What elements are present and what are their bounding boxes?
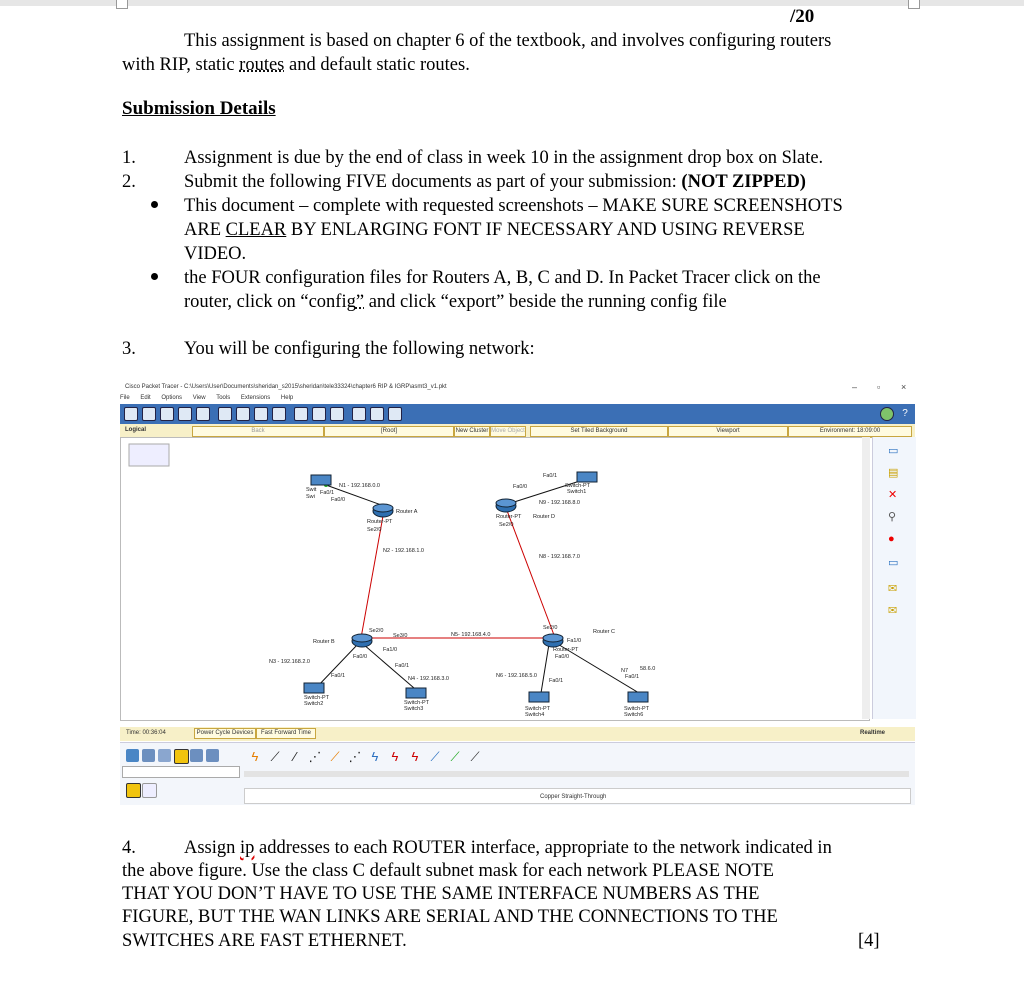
label-se20-b: Se2/0: [369, 628, 384, 634]
undo-icon[interactable]: [254, 407, 268, 421]
label-fa00-c: Fa0/0: [555, 654, 570, 660]
menu-help[interactable]: Help: [280, 395, 294, 401]
viewport-button[interactable]: Viewport: [668, 426, 788, 437]
label-fa01-a: Fa0/1: [320, 490, 335, 496]
label-switch-topleft: Swit: [306, 487, 317, 493]
cluster-icon[interactable]: [129, 444, 169, 466]
label-switch2-type: Switch-PT: [304, 695, 330, 701]
coaxial-icon[interactable]: ϟ: [371, 749, 379, 764]
link-n2: [361, 516, 383, 638]
inspect-icon[interactable]: ⚲: [888, 511, 897, 523]
device-template-icon[interactable]: [370, 407, 384, 421]
label-n2: N2 - 192.168.1.0: [383, 548, 424, 554]
label-se20-c: Se2/0: [543, 625, 558, 631]
end-devices-icon[interactable]: [142, 749, 155, 762]
item-4-line-1: Assign ip addresses to each ROUTER interface, appropriate to the network indicated in: [184, 838, 832, 858]
environment-button[interactable]: Environment: 18:09:00: [788, 426, 912, 437]
item-2-number: 2.: [122, 172, 136, 192]
label-switch4-type: Switch-PT: [525, 706, 551, 712]
routes-word: routes: [239, 55, 285, 75]
score-label: /20: [790, 6, 815, 27]
label-fa00-b: Fa0/0: [353, 654, 368, 660]
label-se20-d: Se2/0: [499, 522, 514, 528]
device-type-panel: [120, 742, 915, 805]
network-devices-icon[interactable]: [126, 749, 139, 762]
intro-line-1: This assignment is based on chapter 6 of the textbook, and involves configuring routers: [184, 31, 832, 51]
label-n5: N5- 192.168.4.0: [451, 632, 491, 638]
pt-workspace-bar: [120, 424, 915, 438]
new-cluster-button[interactable]: New Cluster: [454, 426, 490, 437]
resize-shape-icon[interactable]: ▭: [888, 557, 899, 569]
zoom-in-icon[interactable]: [294, 407, 308, 421]
router-a[interactable]: [373, 504, 393, 517]
label-n7-suffix: 58.6.0: [640, 666, 656, 672]
close-icon[interactable]: ×: [901, 382, 907, 392]
menu-options[interactable]: Options: [161, 395, 183, 401]
label-switch3-type: Switch-PT: [404, 700, 430, 706]
label-n1: N1 - 192.168.0.0: [339, 483, 380, 489]
label-n6: N6 - 192.168.5.0: [496, 673, 537, 679]
note-icon[interactable]: ▤: [888, 467, 899, 479]
label-n4: N4 - 192.168.3.0: [408, 676, 449, 682]
label-se20-a: Se2/0: [367, 527, 382, 533]
item-3-number: 3.: [122, 339, 136, 359]
pt-menu-bar: [120, 395, 302, 401]
selected-connection-icon[interactable]: [126, 783, 141, 798]
logical-tab[interactable]: Logical: [125, 427, 147, 433]
add-complex-pdu-icon[interactable]: ✉: [888, 605, 898, 617]
label-n8: N8 - 192.168.7.0: [539, 554, 580, 560]
label-fa10-b: Fa1/0: [383, 647, 398, 653]
menu-edit[interactable]: Edit: [140, 395, 151, 401]
select-icon[interactable]: ▭: [888, 445, 899, 457]
grid-view-icon[interactable]: [142, 783, 157, 798]
item-4-number: 4.: [122, 838, 136, 858]
packet-tracer-screenshot: [117, 377, 918, 807]
label-fa01-d: Fa0/1: [543, 473, 558, 479]
usb-cable-icon[interactable]: ⟋: [470, 749, 480, 764]
label-switch2-name: Switch2: [304, 701, 324, 707]
zoom-out-icon[interactable]: [330, 407, 344, 421]
set-tiled-background-button[interactable]: Set Tiled Background: [530, 426, 668, 437]
label-se30-b: Se3/0: [393, 633, 408, 639]
device-search-box[interactable]: [122, 766, 240, 778]
redo-icon[interactable]: [272, 407, 286, 421]
save-icon[interactable]: [160, 407, 174, 421]
intro-line-2: with RIP, static routes and default static routes.: [122, 55, 470, 75]
misc-icon[interactable]: [190, 749, 203, 762]
item-4-line-4: FIGURE, BUT THE WAN LINKS ARE SERIAL AND THE CONNECTIONS TO THE: [122, 907, 778, 927]
components-icon[interactable]: [158, 749, 171, 762]
label-switch-d-name: Switch1: [567, 489, 587, 495]
menu-tools[interactable]: Tools: [216, 395, 231, 401]
label-fa00-a: Fa0/0: [331, 497, 346, 503]
time-bar: [120, 727, 915, 741]
phone-cable-icon[interactable]: ⋰: [348, 749, 362, 764]
marks-label: [4]: [858, 931, 880, 951]
octal-cable-icon[interactable]: ⟋: [430, 749, 440, 764]
label-fa00-d: Fa0/0: [513, 484, 528, 490]
label-router-d: Router D: [533, 514, 556, 520]
ip-word: ip: [240, 838, 255, 858]
paste-icon[interactable]: [236, 407, 250, 421]
item-2-text: Submit the following FIVE documents as part of your submission: (NOT ZIPPED): [184, 172, 806, 192]
fiber-icon[interactable]: ⟋: [330, 749, 340, 764]
margin-marker-right: [908, 0, 920, 9]
label-switch-d: Switch-PT: [565, 483, 591, 489]
label-fa01-c: Fa0/1: [549, 678, 564, 684]
network-topology: [121, 438, 869, 720]
pt-window-title: Cisco Packet Tracer - C:\Users\User\Documents\sheridan_s2015\sheridan\tele33324\chapter6 RIP & IGRP\asmt3_v1.pkt: [125, 384, 447, 390]
device-list-scrollbar[interactable]: [244, 771, 909, 777]
auto-cable-icon[interactable]: ϟ: [251, 749, 259, 764]
maximize-icon[interactable]: ▫: [877, 382, 881, 392]
label-switch-topleft-2: Swi: [306, 494, 315, 500]
label-router-c-pt: Router-PT: [553, 647, 579, 653]
help-icon[interactable]: ?: [898, 407, 912, 421]
label-router-c: Router C: [593, 629, 616, 635]
open-file-icon[interactable]: [142, 407, 156, 421]
console-cable-icon[interactable]: ⟋: [270, 749, 280, 764]
switch-6[interactable]: [628, 692, 648, 702]
add-simple-pdu-icon[interactable]: ✉: [888, 583, 898, 595]
palette-icon[interactable]: [352, 407, 366, 421]
copper-cross-icon[interactable]: ⋰: [308, 749, 322, 764]
multiuser-icon[interactable]: [206, 749, 219, 762]
not-zipped-label: (NOT ZIPPED): [681, 172, 806, 192]
link-n3: [316, 644, 358, 688]
delete-icon[interactable]: ✕: [888, 489, 898, 501]
activity-wizard-icon[interactable]: [196, 407, 210, 421]
time-label: Time: 00:36:04: [126, 730, 166, 736]
workspace-vertical-scrollbar[interactable]: [862, 437, 870, 719]
bullet-2-line-2: router, click on “config” and click “export” beside the running config file: [184, 292, 727, 312]
switch-4[interactable]: [529, 692, 549, 702]
common-tools-bar: [872, 437, 916, 719]
power-cycle-button[interactable]: Power Cycle Devices: [194, 728, 256, 739]
draw-shape-icon[interactable]: ●: [888, 533, 895, 545]
submission-heading: Submission Details: [122, 98, 276, 119]
serial-dte-icon[interactable]: ϟ: [411, 749, 419, 764]
realtime-mode-label[interactable]: Realtime: [860, 730, 886, 736]
label-fa01-b: Fa0/1: [395, 663, 410, 669]
item-4-line-5: SWITCHES ARE FAST ETHERNET.: [122, 931, 407, 951]
root-button[interactable]: [Root]: [324, 426, 454, 437]
zoom-reset-icon[interactable]: [312, 407, 326, 421]
custom-device-icon[interactable]: [388, 407, 402, 421]
menu-extensions[interactable]: Extensions: [240, 395, 271, 401]
copy-icon[interactable]: [218, 407, 232, 421]
connections-icon[interactable]: [174, 749, 189, 764]
new-file-icon[interactable]: [124, 407, 138, 421]
fast-forward-button[interactable]: Fast Forward Time: [256, 728, 316, 739]
link-n6: [541, 644, 549, 693]
label-switch4-name: Switch4: [525, 712, 545, 718]
switch-top-left[interactable]: [311, 475, 331, 485]
cable-type-label: Copper Straight-Through: [540, 794, 607, 800]
bullet-dot-1: [151, 201, 158, 208]
back-button[interactable]: Back: [192, 426, 324, 437]
label-n7: N7: [621, 668, 629, 674]
switch-3[interactable]: [406, 688, 426, 698]
item-1-text: Assignment is due by the end of class in week 10 in the assignment drop box on Slate.: [184, 148, 824, 168]
item-4-line-2: the above figure. Use the class C default subnet mask for each network PLEASE NOTE: [122, 861, 774, 881]
label-n9: N9 - 192.168.8.0: [539, 500, 580, 506]
logical-workspace[interactable]: [120, 437, 870, 721]
copper-straight-icon[interactable]: ⁄: [293, 749, 297, 764]
item-4-line-3: THAT YOU DON’T HAVE TO USE THE SAME INTERFACE NUMBERS AS THE: [122, 884, 760, 904]
info-icon[interactable]: [880, 407, 894, 421]
label-router-a: Router A: [396, 509, 418, 515]
bullet-1-line-1: This document – complete with requested screenshots – MAKE SURE SCREENSHOTS: [184, 196, 843, 216]
pt-toolbar: [120, 404, 915, 424]
label-fa01-b2: Fa0/1: [331, 673, 346, 679]
label-switch3-name: Switch3: [404, 706, 424, 712]
page-top-bar: [0, 0, 1024, 6]
label-router-d-pt: Router-PT: [496, 514, 522, 520]
router-c[interactable]: [543, 634, 563, 647]
label-fa10-c: Fa1/0: [567, 638, 582, 644]
serial-dce-icon[interactable]: ϟ: [391, 749, 399, 764]
bullet-2-line-1: the FOUR configuration files for Routers A, B, C and D. In Packet Tracer click on the: [184, 268, 821, 288]
item-3-text: You will be configuring the following network:: [184, 339, 535, 359]
switch-top-right[interactable]: [577, 472, 597, 482]
label-router-a-pt: Router-PT: [367, 519, 393, 525]
label-switch6-name: Switch6: [624, 712, 644, 718]
print-icon[interactable]: [178, 407, 192, 421]
router-b[interactable]: [352, 634, 372, 647]
label-router-b: Router B: [313, 639, 335, 645]
bullet-1-line-2: ARE CLEAR BY ENLARGING FONT IF NECESSARY AND USING REVERSE: [184, 220, 805, 240]
margin-marker-left: [116, 0, 128, 9]
router-d[interactable]: [496, 499, 516, 512]
bullet-1-line-3: VIDEO.: [184, 244, 247, 264]
iot-cable-icon[interactable]: ⟋: [450, 749, 460, 764]
label-fa01-c2: Fa0/1: [625, 674, 640, 680]
move-object-button[interactable]: Move Object: [490, 426, 526, 437]
minimize-icon[interactable]: –: [852, 382, 858, 392]
menu-file[interactable]: File: [120, 395, 130, 401]
switch-2[interactable]: [304, 683, 324, 693]
menu-view[interactable]: View: [192, 395, 206, 401]
item-1-number: 1.: [122, 148, 136, 168]
bullet-dot-2: [151, 273, 158, 280]
label-switch6-type: Switch-PT: [624, 706, 650, 712]
label-n3: N3 - 192.168.2.0: [269, 659, 310, 665]
